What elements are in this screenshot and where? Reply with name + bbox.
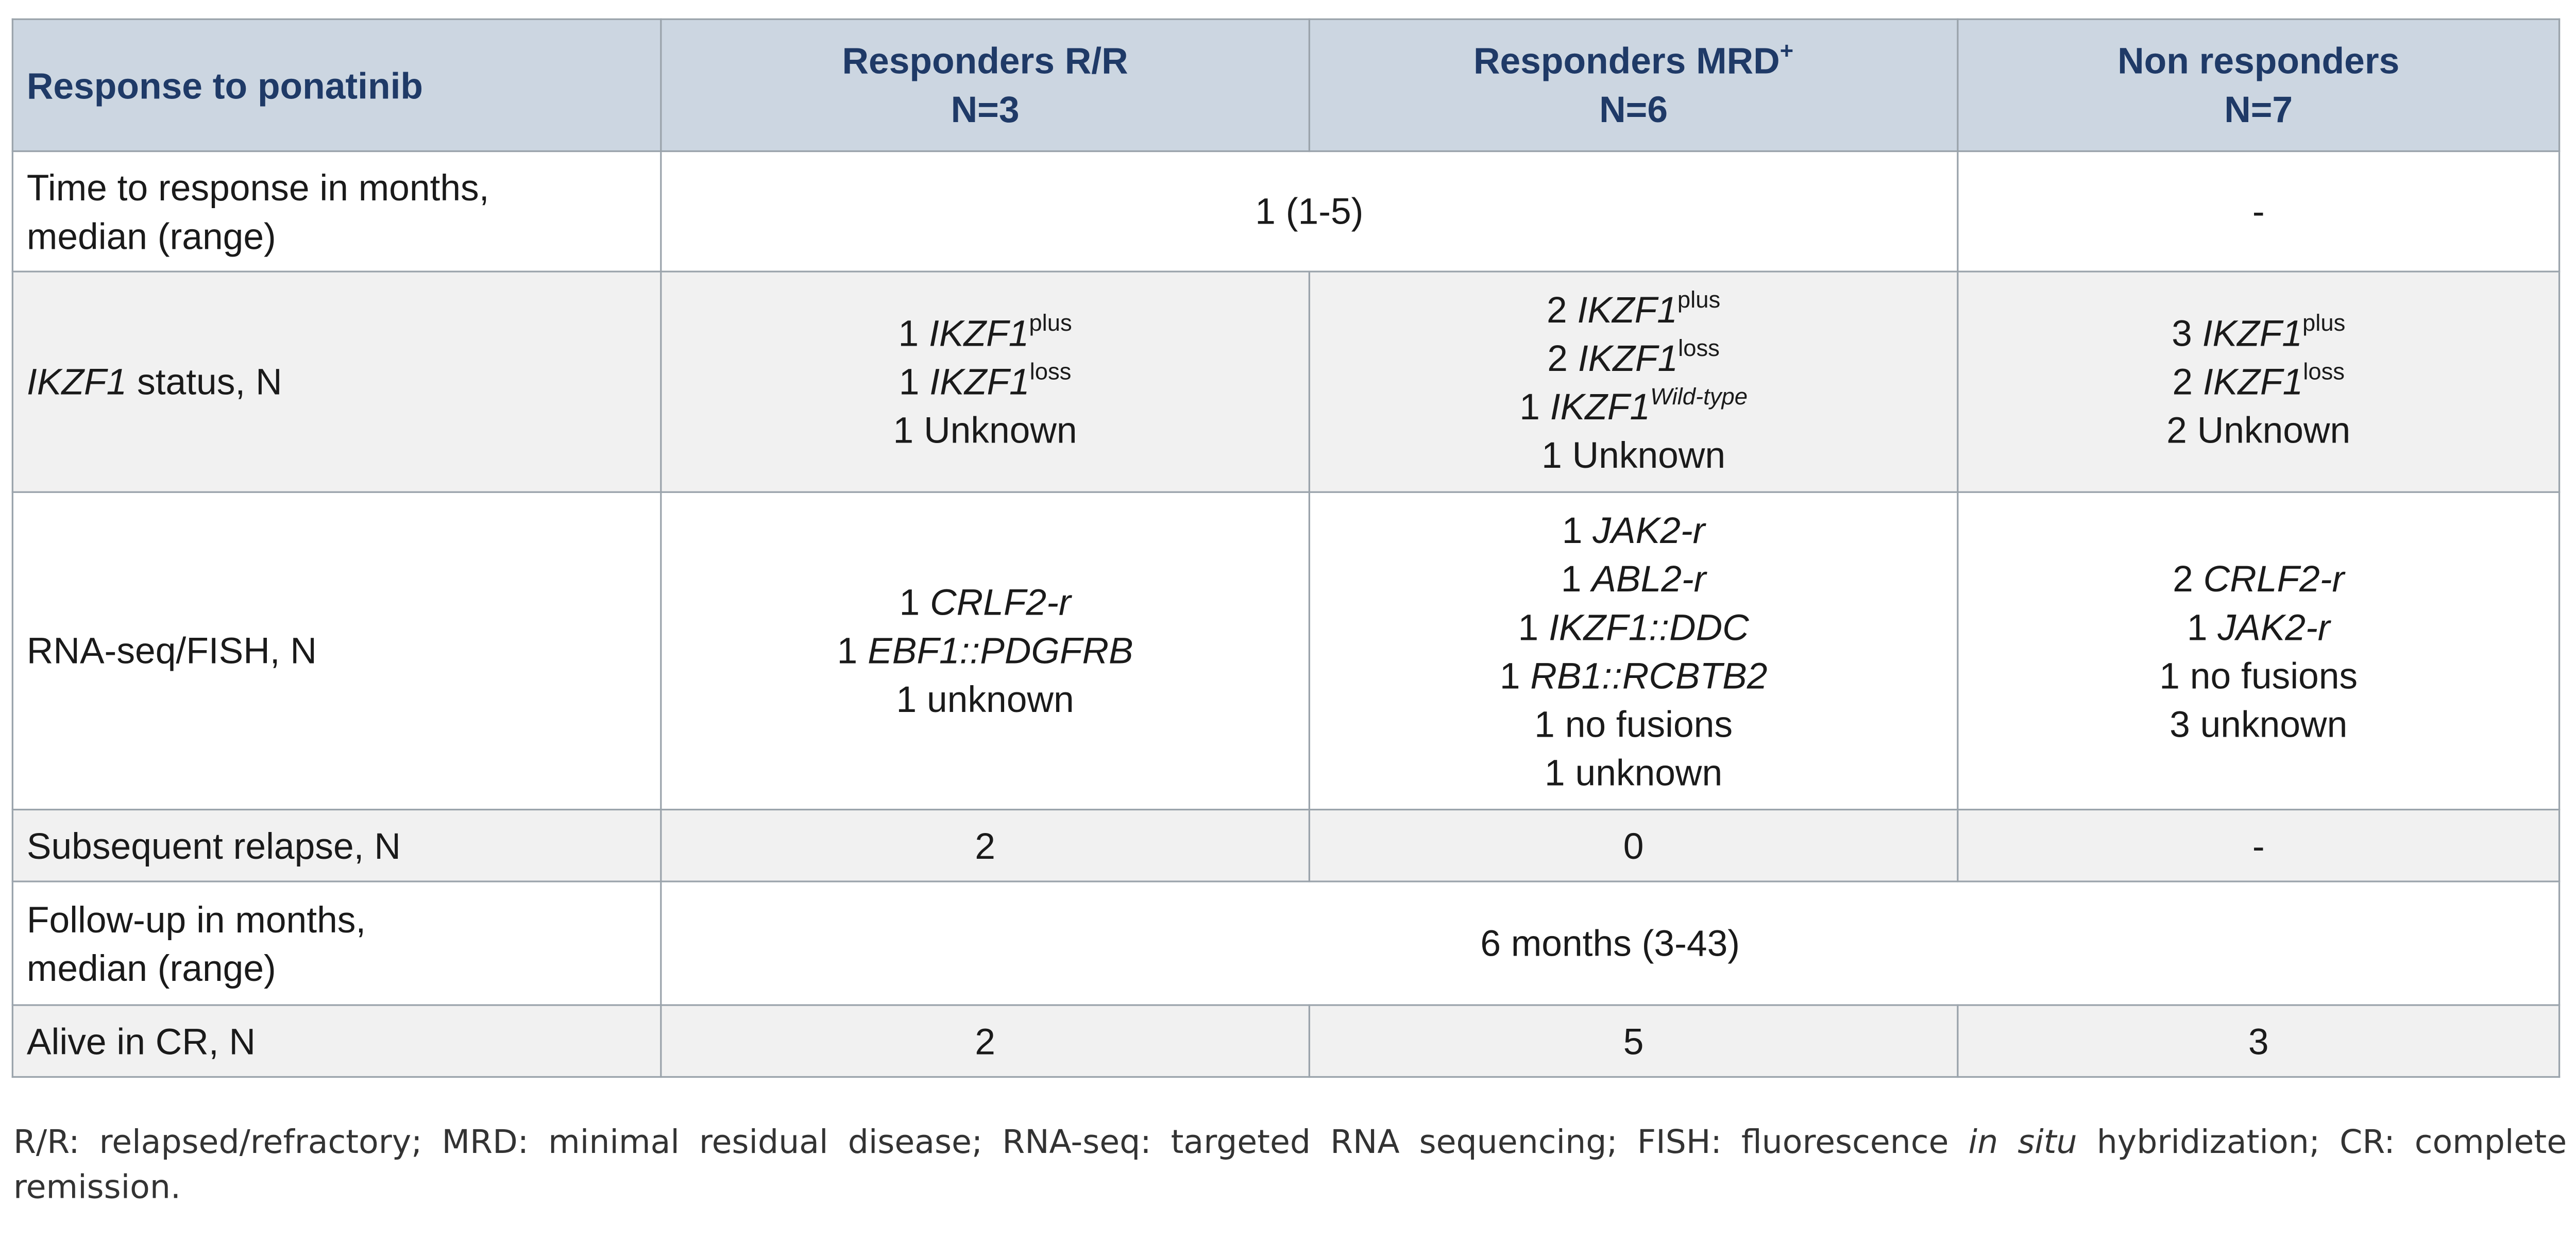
label-line: median (range) — [26, 214, 276, 257]
label-gene: IKZF1 — [26, 361, 127, 403]
cell-line-count: 2 — [2172, 361, 2203, 403]
header-row — [12, 19, 2559, 151]
header-responders-rr-n: N=3 — [951, 88, 1020, 131]
cell-line-gene: IKZF1::DDC — [1549, 605, 1749, 648]
cell-line — [1324, 333, 1943, 382]
cell-line-text: 1 Unknown — [1541, 433, 1726, 475]
cell-line-count: 1 — [1518, 605, 1549, 648]
cell-line-gene: CRLF2-r — [930, 581, 1071, 623]
cell-line-superscript: plus — [1677, 285, 1721, 312]
cell-line — [1324, 699, 1943, 748]
cell-line-count: 1 — [899, 581, 930, 623]
cell-line — [675, 406, 1295, 454]
cell-line — [1972, 602, 2545, 651]
cell-line-superscript: loss — [1678, 333, 1720, 360]
header-mrd-plus-superscript: + — [1780, 37, 1794, 64]
cell-line-gene: IKZF1 — [1578, 336, 1679, 379]
cell-line-text: 2 Unknown — [2166, 409, 2351, 451]
cell-line — [1972, 406, 2545, 454]
cell-line — [1972, 699, 2545, 748]
cell-line-superscript: loss — [1029, 358, 1072, 385]
row-follow-up — [12, 881, 2559, 1005]
footnote-text: R/R: relapsed/refractory; MRD: minimal residual disease; RNA-seq: targeted RNA sequencing; FISH: fluorescence — [13, 1123, 1969, 1162]
cell-line — [1324, 554, 1943, 602]
cell-line-gene: JAK2-r — [2217, 605, 2330, 648]
cell-line — [675, 578, 1295, 626]
cell-line — [1324, 505, 1943, 554]
cell-time-to-response-non-responders: - — [1958, 151, 2560, 272]
cell-follow-up-all: 6 months (3-43) — [661, 881, 2560, 1005]
cell-line-count: 1 — [1562, 508, 1593, 551]
cell-ikzf1-non-responders — [1958, 271, 2560, 492]
cell-line — [675, 626, 1295, 675]
cell-line-count: 1 — [1561, 557, 1592, 599]
header-responders-rr-title: Responders R/R — [842, 40, 1128, 82]
cell-line-gene: IKZF1 — [929, 361, 1030, 403]
cell-line — [1324, 651, 1943, 699]
cell-line-text: 3 unknown — [2170, 702, 2348, 745]
cell-line-count: 1 — [1499, 654, 1531, 696]
cell-line — [675, 358, 1295, 406]
cell-line-gene: JAK2-r — [1592, 508, 1705, 551]
cell-relapse-responders-rr: 2 — [661, 810, 1310, 881]
label-line: Time to response in months, — [26, 166, 489, 208]
header-non-responders-title: Non responders — [2117, 40, 2400, 82]
cell-line-count: 3 — [2172, 312, 2202, 354]
cell-ikzf1-responders-mrd — [1309, 271, 1958, 492]
row-alive-in-cr — [12, 1005, 2559, 1077]
cell-relapse-responders-mrd: 0 — [1309, 810, 1958, 881]
cell-line-gene: CRLF2-r — [2203, 557, 2345, 599]
header-responders-mrd-n: N=6 — [1599, 88, 1668, 131]
cell-line — [675, 309, 1295, 358]
cell-line — [1324, 285, 1943, 333]
cell-line-count: 2 — [1547, 288, 1578, 330]
cell-line — [1972, 309, 2545, 358]
footnote-text: hybridization; CR: complete remission. — [13, 1123, 2567, 1207]
cell-line-gene: IKZF1 — [2202, 361, 2303, 403]
cell-line — [1324, 430, 1943, 479]
cell-alive-responders-rr: 2 — [661, 1005, 1310, 1077]
cell-line-count: 1 — [898, 312, 929, 354]
header-responders-mrd — [1309, 19, 1958, 151]
cell-time-to-response-responders: 1 (1-5) — [661, 151, 1958, 272]
row-label-alive-in-cr: Alive in CR, N — [12, 1005, 661, 1077]
cell-line-superscript: loss — [2303, 358, 2345, 385]
cell-rnaseq-responders-mrd — [1309, 492, 1958, 809]
row-label-subsequent-relapse: Subsequent relapse, N — [12, 810, 661, 881]
cell-rnaseq-responders-rr — [661, 492, 1310, 809]
header-non-responders — [1958, 19, 2560, 151]
header-non-responders-n: N=7 — [2224, 88, 2293, 131]
cell-line — [1324, 748, 1943, 796]
cell-line-gene: IKZF1 — [1550, 385, 1651, 427]
cell-line-superscript: plus — [2302, 309, 2346, 336]
cell-alive-responders-mrd: 5 — [1309, 1005, 1958, 1077]
cell-relapse-non-responders: - — [1958, 810, 2560, 881]
cell-line-count: 2 — [1547, 336, 1578, 379]
cell-ikzf1-responders-rr — [661, 271, 1310, 492]
row-subsequent-relapse — [12, 810, 2559, 881]
cell-line — [1972, 554, 2545, 602]
cell-line-text: 1 unknown — [1544, 751, 1723, 793]
cell-line — [1324, 602, 1943, 651]
cell-line-gene: RB1::RCBTB2 — [1530, 654, 1768, 696]
header-responders-rr — [661, 19, 1310, 151]
cell-line-gene: IKZF1 — [2202, 312, 2302, 354]
cell-rnaseq-non-responders — [1958, 492, 2560, 809]
cell-line-gene: IKZF1 — [929, 312, 1029, 354]
cell-line — [1324, 382, 1943, 430]
cell-line-superscript: Wild-type — [1650, 382, 1748, 409]
cell-line — [1972, 358, 2545, 406]
header-responders-mrd-title: Responders MRD — [1473, 40, 1780, 82]
footnote-italic-text: in situ — [1968, 1123, 2077, 1162]
cell-line-count: 2 — [2173, 557, 2204, 599]
label-text: status, N — [127, 361, 282, 403]
cell-line-text: 1 Unknown — [893, 409, 1077, 451]
row-label-ikzf1-status — [12, 271, 661, 492]
ponatinib-response-table — [12, 19, 2560, 1078]
cell-line-gene: ABL2-r — [1591, 557, 1706, 599]
cell-line-text: 1 no fusions — [2159, 654, 2358, 696]
label-line: Follow-up in months, — [26, 898, 366, 940]
row-label-time-to-response — [12, 151, 661, 272]
row-label-follow-up — [12, 881, 661, 1005]
cell-line-superscript: plus — [1029, 309, 1072, 336]
cell-line-text: 1 unknown — [896, 678, 1074, 720]
cell-line-text: 1 no fusions — [1534, 702, 1733, 745]
cell-line-gene: EBF1::PDGFRB — [868, 630, 1133, 672]
row-label-rnaseq-fish: RNA-seq/FISH, N — [12, 492, 661, 809]
header-response-to-ponatinib: Response to ponatinib — [12, 19, 661, 151]
cell-line-count: 1 — [2187, 605, 2218, 648]
cell-line — [1972, 651, 2545, 699]
cell-line-count: 1 — [837, 630, 868, 672]
label-line: median (range) — [26, 946, 276, 989]
table-footnote — [13, 1119, 2567, 1210]
cell-line-count: 1 — [1519, 385, 1550, 427]
cell-line-gene: IKZF1 — [1577, 288, 1677, 330]
cell-alive-non-responders: 3 — [1958, 1005, 2560, 1077]
cell-line — [675, 675, 1295, 723]
row-rnaseq-fish — [12, 492, 2559, 809]
row-ikzf1-status — [12, 271, 2559, 492]
cell-line-count: 1 — [899, 361, 930, 403]
row-time-to-response — [12, 151, 2559, 272]
